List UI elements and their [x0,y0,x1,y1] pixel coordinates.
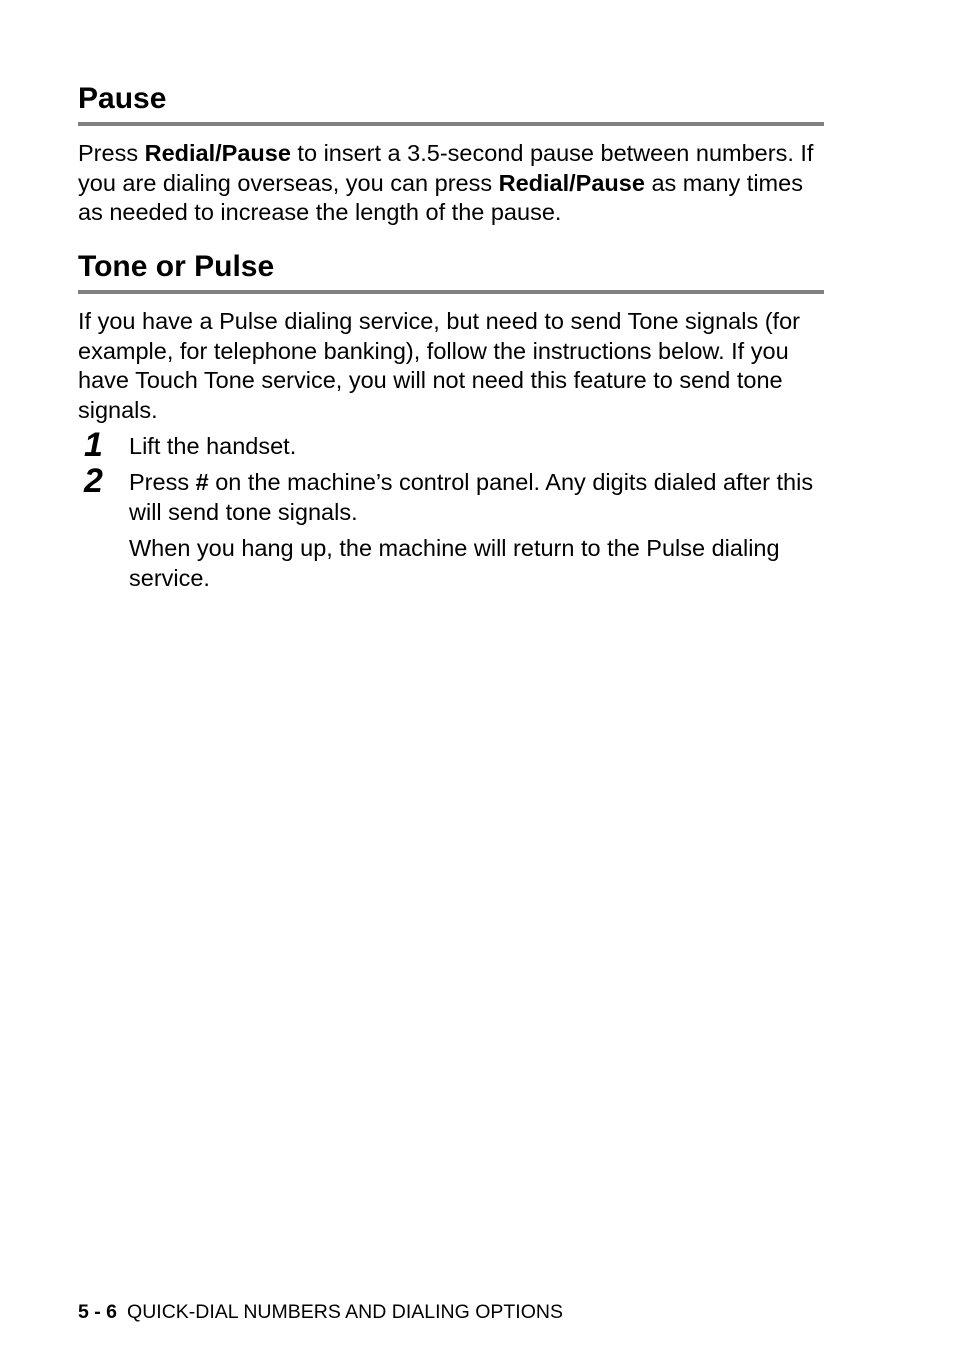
key-label: Redial/Pause [498,169,645,196]
step-text: Lift the handset. [129,433,297,459]
step-2-note: When you hang up, the machine will return to the Pulse dialing service. [129,535,780,591]
text-run: Press [129,469,196,495]
text-run: as many times as needed to increase the length of the pause. [78,169,803,226]
pause-paragraph [78,139,824,228]
text-run: on the machine’s control panel. Any digits dialed after this will send tone signals. [129,469,814,525]
text-run: Press [78,140,145,166]
chapter-title: QUICK-DIAL NUMBERS AND DIALING OPTIONS [127,1301,563,1323]
text-run: to insert a 3.5-second pause between numbers. If you are dialing overseas, you can press [78,140,814,196]
step-1 [78,426,824,464]
step-2 [78,462,824,527]
section-heading-tone-or-pulse: Tone or Pulse [78,250,824,294]
step-number: 2 [84,462,103,500]
section-heading-pause: Pause [78,82,824,126]
step-number: 1 [84,426,103,464]
step-text [129,468,824,527]
page-footer [78,1300,563,1324]
tone-intro-paragraph: If you have a Pulse dialing service, but need to send Tone signals (for example, for telephone banking), follow the instructions below. If you have Touch Tone service, you will not need this feature to send tone signals. [78,308,800,424]
key-label: Redial/Pause [144,140,291,166]
key-label: # [195,469,209,495]
page-number: 5 - 6 [78,1301,118,1323]
